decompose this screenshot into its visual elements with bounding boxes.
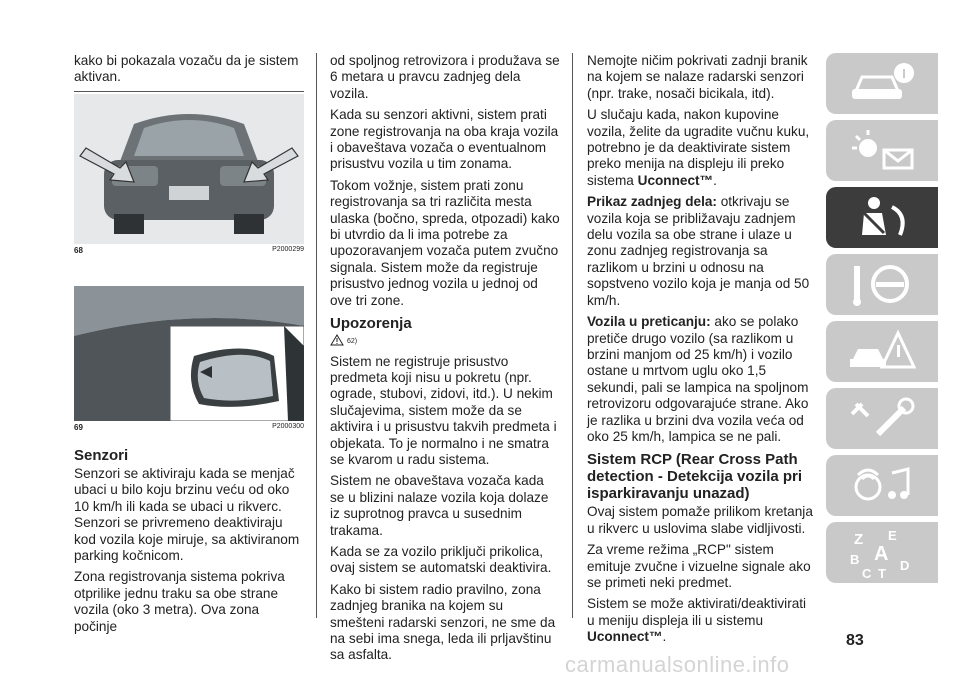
section-heading: Sistem RCP (Rear Cross Path detection - Detekcija vozila pri isparkiravanju unazad)	[587, 451, 803, 503]
emergency-icon	[848, 329, 918, 375]
divider	[74, 91, 304, 92]
text-run: .	[662, 629, 667, 645]
text-run: .	[713, 172, 717, 188]
figure-number: 68	[74, 246, 83, 255]
tab-safety[interactable]	[826, 187, 938, 248]
index-letter-z: Z	[854, 531, 864, 548]
index-letter-t: T	[878, 566, 886, 580]
paragraph: Kako bi sistem radio pravilno, zona zadnjeg branika na kojem su smešteni radarski senzori, ne sme da na sebi ima snega, leda ili prljavštinu sa asfalta.	[330, 581, 556, 663]
tab-maintenance[interactable]	[826, 388, 938, 449]
paragraph: Sistem ne registruje prisustvo predmeta koji nisu u pokretu (npr. ograde, stubovi, zidovi, itd.). U nekim slučajevima, sistem može da se aktivira i u prisustvu takvih predmeta i objekata. To je normalno i ne smatra se kvarom u radu sistema.	[330, 353, 557, 467]
term-label: Vozila u preticanju:	[587, 314, 711, 330]
column-1	[74, 53, 304, 91]
paragraph: Zona registrovanja sistema pokriva otprilike jednu traku sa obe strane vozila (oko 3 metra). Ova zona počinje	[74, 569, 285, 634]
car-info-icon	[848, 61, 918, 107]
tab-car-info[interactable]	[826, 53, 938, 114]
brand-name: Uconnect™	[637, 172, 714, 188]
paragraph: Sistem ne obaveštava vozača kada se u blizini nalaze vozila koja dolaze iz suprotnog pravca u susednim trakama.	[330, 473, 549, 538]
paragraph: od spoljnog retrovizora i produžava se 6 metara u pravcu zadnjeg dela vozila.	[330, 53, 560, 101]
index-letter-e: E	[888, 530, 897, 543]
text-run: Sistem se može aktivirati/deaktivirati u meniju displeja ili u sistemu	[587, 596, 807, 628]
paragraph	[587, 107, 817, 189]
figure-69-mirror	[74, 286, 304, 421]
tab-index[interactable]	[826, 522, 938, 583]
text-run: otkrivaju se vozila koja se približavaju zadnjem delu vozila sa obe strane i ulaze u zonu zadnjeg registrovanja sa razlikom u brzini u odnosu na sopstveno vozilo koja je manja od 50 km/h.	[587, 194, 810, 308]
page-number: 83	[846, 632, 864, 649]
paragraph: Kada se za vozilo priključi prikolica, ovaj sistem se automatski deaktivira.	[330, 543, 552, 576]
section-heading: Senzori	[74, 447, 129, 464]
index-letter-b: B	[850, 552, 860, 567]
warning-triangle-icon	[330, 334, 344, 350]
warning-reference	[330, 334, 560, 350]
text-run: U slučaju kada, nakon kupovine vozila, želite da ugradite vučnu kuku, potrebno je da deaktivirate sistem preko menija na displeju ili preko sistema	[587, 107, 810, 188]
column-divider	[316, 53, 317, 618]
text-run: ako se polako pretiče drugo vozilo (sa razlikom u brzini manjom od 25 km/h) i vozilo ostane u mrtvom uglu oko 1,5 sekundi, pali se lampica na spoljnom retrovizoru odgovarajuće strane. Ako je razlika u brzini dva vozila veća od oko 25 km/h, lampica se ne pali.	[587, 314, 809, 444]
watermark: carmanualsonline.info	[565, 652, 790, 677]
index-letter-c: C	[862, 566, 872, 580]
figure-code: P2000300	[272, 423, 304, 430]
figure-68-rear-view	[74, 94, 304, 244]
wrench-icon	[848, 396, 918, 442]
column-2	[330, 53, 560, 669]
index-letter-d: D	[900, 558, 910, 573]
index-icon	[848, 530, 918, 580]
paragraph: Ovaj sistem pomaže prilikom kretanja u rikverc u uslovima slabe vidljivosti.	[587, 504, 813, 536]
warning-ref-number: 62)	[347, 338, 358, 346]
intro-text: kako bi pokazala vozaču da je sistem aktivan.	[74, 53, 299, 85]
paragraph	[587, 596, 817, 645]
column-3	[587, 53, 817, 651]
paragraph: Kada su senzori aktivni, sistem prati zone registrovanja na oba kraja vozila i obaveštava vozača o eventualnom prisustvu vozila u tim zonama.	[330, 107, 559, 172]
figure-69-caption	[74, 423, 304, 432]
paragraph	[587, 194, 817, 309]
column-divider	[572, 53, 573, 618]
figure-number: 69	[74, 423, 83, 432]
index-letter-a: A	[874, 543, 889, 565]
paragraph: Tokom vožnje, sistem prati zonu registrovanja sa tri različita mesta ulaska (bočno, spreda, otpozadi) kako bi utvrdio da li ima potrebe za upozoravanjem vozača putem zvučno signala. Sistem može da registruje prisustvo jednog vozila u jednoj od ove tri zone.	[330, 177, 560, 308]
paragraph	[587, 314, 817, 445]
tab-emergency[interactable]	[826, 321, 938, 382]
paragraph: Za vreme režima „RCP" sistem emituje zvučne i vizuelne signale ako se primeti neki predmet.	[587, 542, 811, 590]
paragraph: Senzori se aktiviraju kada se menjač ubaci u bilo koju brzinu veću od oko 10 km/h ili kada se ubaci u rikverc. Senzori se privremeno deaktiviraju kod vozila koje miruje, sa aktiviranom parking kočnicom.	[74, 466, 300, 564]
figure-68-caption	[74, 246, 304, 255]
warning-lights-icon	[848, 128, 918, 174]
term-label: Prikaz zadnjeg dela:	[587, 194, 717, 210]
section-heading: Upozorenja	[330, 315, 412, 333]
tab-multimedia[interactable]	[826, 455, 938, 516]
multimedia-icon	[848, 463, 918, 509]
paragraph: Nemojte ničim pokrivati zadnji branik na kojem se nalaze radarski senzori (npr. trake, nosači bicikala, itd).	[587, 53, 808, 101]
safety-airbag-icon	[848, 195, 918, 241]
tab-driving[interactable]	[826, 254, 938, 315]
brand-name: Uconnect™	[587, 629, 663, 645]
tab-warning-lights[interactable]	[826, 120, 938, 181]
column-1-lower	[74, 441, 304, 640]
driving-steering-icon	[848, 262, 918, 308]
figure-code: P2000299	[272, 246, 304, 253]
